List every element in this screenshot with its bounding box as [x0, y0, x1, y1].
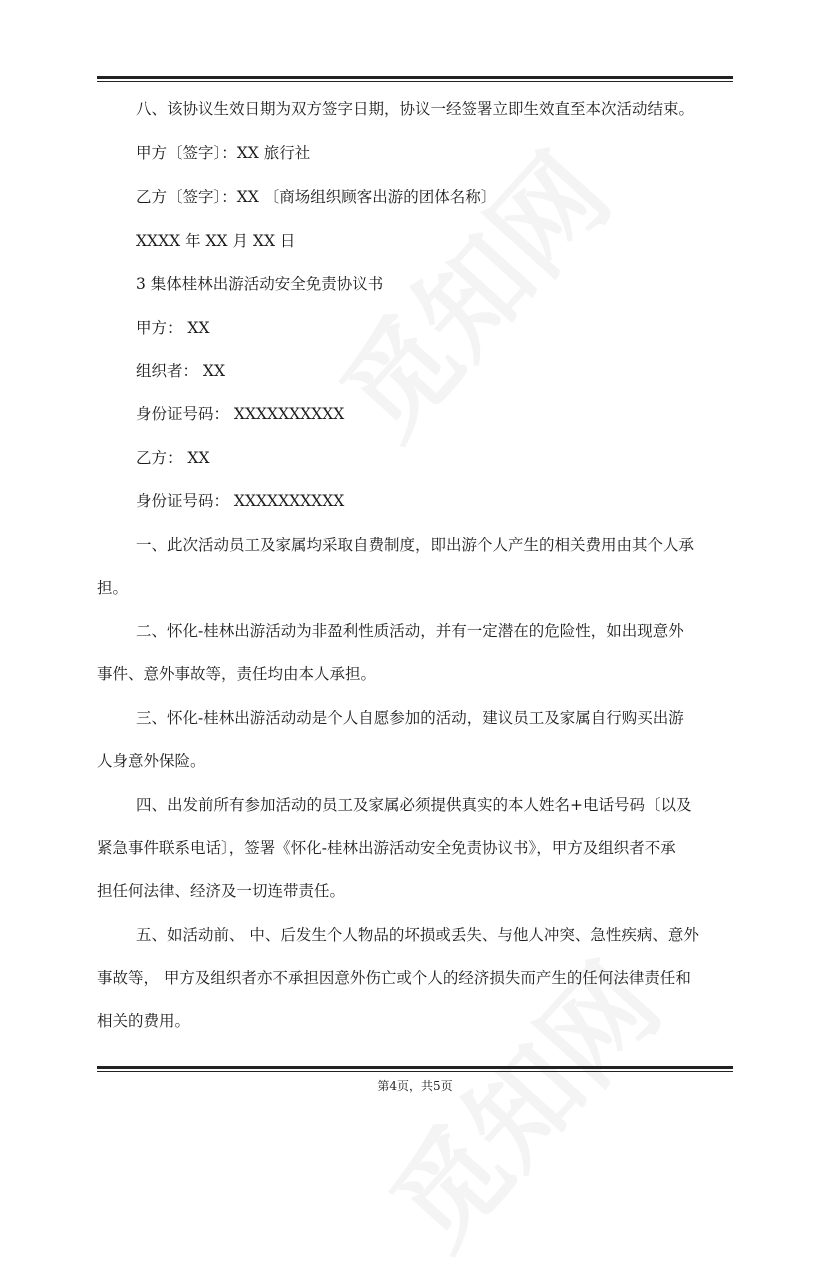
- clause-3-line-2: 人身意外保险。: [97, 752, 206, 770]
- clause-5-line-2: 事故等， 甲方及组织者亦不承担因意外伤亡或个人的经济损失而产生的任何法律责任和: [97, 969, 691, 987]
- clause-2-line-2: 事件、意外事故等，责任均由本人承担。: [97, 665, 377, 683]
- page-number: 第4页，共5页: [377, 1079, 453, 1093]
- party-b: 乙方： XX: [136, 449, 210, 467]
- organizer: 组织者： XX: [136, 362, 225, 380]
- party-a-signature: 甲方〔签字〕：XX 旅行社: [136, 144, 311, 162]
- clause-4-line-3: 担任何法律、经济及一切连带责任。: [97, 882, 346, 900]
- section-title: 3 集体桂林出游活动安全免责协议书: [136, 275, 384, 293]
- clause-5-line-3: 相关的费用。: [97, 1012, 191, 1030]
- clause-2-line-1: 二、怀化-桂林出游活动为非盈利性质活动，并有一定潜在的危险性，如出现意外: [136, 622, 684, 640]
- footer-rule: [97, 1066, 733, 1072]
- date-line: XXXX 年 XX 月 XX 日: [136, 232, 296, 250]
- clause-3-line-1: 三、怀化-桂林出游活动动是个人自愿参加的活动，建议员工及家属自行购买出游: [136, 709, 684, 727]
- party-b-signature: 乙方〔签字〕：XX 〔商场组织顾客出游的团体名称〕: [136, 188, 497, 206]
- clause-1-line-1: 一、此次活动员工及家属均采取自费制度，即出游个人产生的相关费用由其个人承: [136, 536, 695, 554]
- party-a: 甲方： XX: [136, 319, 210, 337]
- header-rule: [97, 76, 733, 82]
- clause-4-line-1: 四、出发前所有参加活动的员工及家属必须提供真实的本人姓名+电话号码〔以及: [136, 796, 692, 814]
- clause-8: 八、该协议生效日期为双方签字日期，协议一经签署立即生效直至本次活动结束。: [136, 100, 695, 118]
- clause-5-line-1: 五、如活动前、 中、后发生个人物品的坏损或丢失、与他人冲突、急性疾病、意外: [136, 926, 699, 944]
- party-b-id: 身份证号码： XXXXXXXXXX: [136, 492, 345, 510]
- clause-1-line-2: 担。: [97, 579, 129, 597]
- organizer-id: 身份证号码： XXXXXXXXXX: [136, 405, 345, 423]
- clause-4-line-2: 紧急事件联系电话〕，签署《怀化-桂林出游活动安全免责协议书》，甲方及组织者不承: [97, 839, 676, 857]
